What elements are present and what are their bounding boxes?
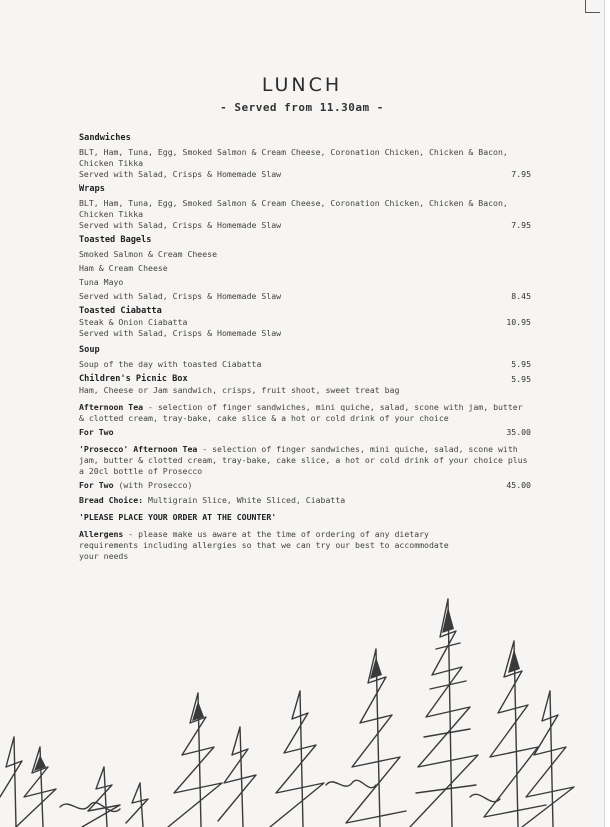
bagel-item: Ham & Cream Cheese [79,263,168,273]
tree-icon [270,691,324,827]
tree-icon [16,747,56,827]
price: 10.95 [506,317,531,327]
bread-options: Multigrain Slice, White Sliced, Ciabatta [143,495,346,505]
soup-desc: Soup of the day with toasted Ciabatta [79,359,262,369]
picnic-desc: Ham, Cheese or Jam sandwich, crisps, fruit shoot, sweet treat bag [79,385,400,395]
tree-icon [82,767,120,827]
bagel-item: Tuna Mayo [79,277,124,287]
wraps-section [79,184,531,231]
section-heading: Toasted Bagels [79,235,152,245]
priced-line [79,169,531,180]
tree-icon [218,727,256,827]
price: 45.00 [506,480,531,490]
for-two-line [79,480,192,491]
for-two-note: (with Prosecco) [113,480,193,490]
prosecco-tea-text: - selection of finger sandwiches, mini quiche, salad, scone with jam, butter & clotted cream, tray-bake, cake slice, a hot or cold drink of your choice plus a 20cl bottle of Prosecco [79,444,533,476]
page-corner-mark [585,0,600,13]
allergens-text: - please make us aware at the time of ordering of any dietary requirements including allergies so that we can try our best to accommodate your needs [79,529,449,561]
tree-branches-icon [416,643,476,793]
price: 35.00 [506,427,531,437]
price: 5.95 [511,374,531,384]
bread-label: Bread Choice: [79,495,144,505]
ciabatta-section [79,306,531,339]
afternoon-tea-desc [79,402,531,424]
allergens-note [79,529,469,562]
tree-fill-group [34,607,520,771]
afternoon-tea-section [79,402,531,438]
served-with: Served with Salad, Crisps & Homemade Slaw [79,291,282,301]
tree-icon [0,737,22,827]
tree-fill-icon [508,649,520,673]
picnic-section [79,374,531,396]
section-heading: Children's Picnic Box [79,374,188,384]
order-note: 'PLEASE PLACE YOUR ORDER AT THE COUNTER' [79,512,277,522]
served-with: Served with Salad, Crisps & Homemade Slaw [79,169,282,179]
section-heading: Soup [79,345,100,355]
prosecco-tea-section [79,444,531,491]
wrap-fillings: BLT, Ham, Tuna, Egg, Smoked Salmon & Cream Cheese, Coronation Chicken, Chicken & Bacon, Chicken Tikka [79,198,513,219]
tree-icon [126,783,148,827]
menu-content [79,133,531,566]
menu-title: LUNCH [261,74,343,96]
price: 5.95 [511,359,531,369]
price: 7.95 [511,220,531,230]
menu-subtitle: - Served from 11.30am - [220,101,384,114]
section-heading: Sandwiches [79,133,131,143]
for-two-label: For Two [79,427,114,437]
ciabatta-item: Steak & Onion Ciabatta [79,317,188,327]
scribble-icon [470,794,500,801]
priced-line [79,359,531,370]
price: 7.95 [511,169,531,179]
section-heading: Afternoon Tea [79,402,144,412]
price: 8.45 [511,291,531,301]
priced-line [79,220,531,231]
priced-line [79,480,531,491]
for-two-label: For Two [79,480,114,490]
priced-line [79,291,531,302]
served-with: Served with Salad, Crisps & Homemade Slaw [79,220,282,230]
priced-heading [79,374,531,385]
priced-line [79,317,531,328]
tree-group [0,599,574,827]
forest-illustration [0,597,604,827]
sandwich-fillings: BLT, Ham, Tuna, Egg, Smoked Salmon & Cream Cheese, Coronation Chicken, Chicken & Bacon, Chicken Tikka [79,147,513,168]
section-heading: Toasted Ciabatta [79,306,162,316]
prosecco-tea-desc [79,444,531,477]
bagels-section [79,235,531,302]
soup-section [79,345,531,370]
section-heading: 'Prosecco' Afternoon Tea [79,444,198,454]
bagel-item: Smoked Salmon & Cream Cheese [79,249,218,259]
tree-icon [522,691,574,827]
section-heading: Wraps [79,184,105,194]
scribble-icon [326,780,376,787]
priced-line [79,427,531,438]
bread-choice [79,495,531,506]
served-with: Served with Salad, Crisps & Homemade Slaw [79,328,282,338]
sandwiches-section [79,133,531,180]
afternoon-tea-text: - selection of finger sandwiches, mini quiche, salad, scone with jam, butter & clotted cream, tray-bake, cake slice & a hot or cold drink of your choice [79,402,528,423]
allergens-label: Allergens [79,529,124,539]
